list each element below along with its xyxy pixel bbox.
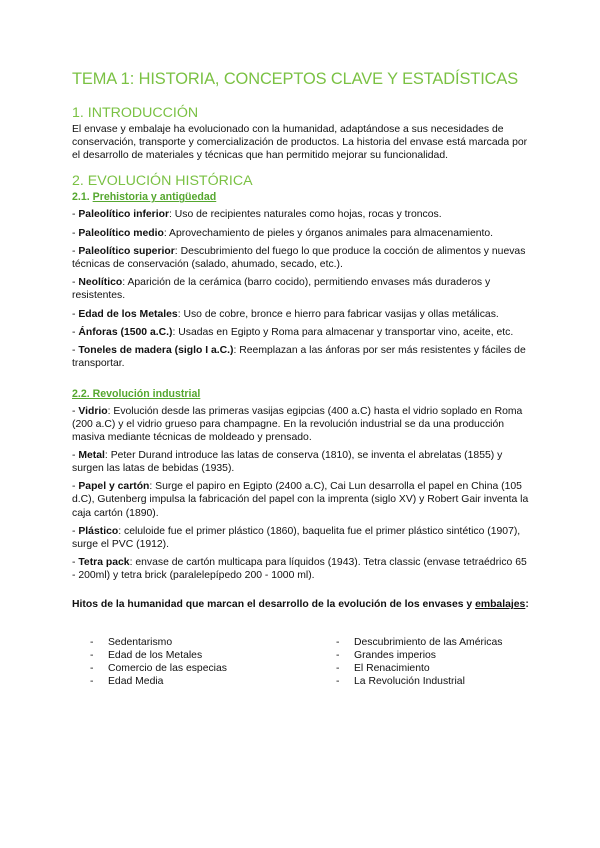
list-item: - La Revolución Industrial (336, 675, 465, 687)
item-text: : Peter Durand introduce las latas de conserva (1810), se inventa el abrelatas (1855) y surgen las latas de bebidas (1935). (72, 450, 503, 475)
item-text: : Descubrimiento del fuego lo que produce la cocción de alimentos y nuevas técnicas de conservación (salado, ahumado, secado, etc.). (72, 245, 526, 270)
list-item: - Grandes imperios (336, 649, 437, 661)
item-term: Neolítico (78, 277, 123, 289)
item-term: Tetra pack (78, 557, 130, 569)
item-term: Paleolítico inferior (78, 209, 170, 221)
item-text: : envase de cartón multicapa para líquidos (1943). Tetra classic (envase tetraédrico 65 - 200ml) y tetra brick (paralelepípedo 200 - 1000 ml). (72, 557, 527, 582)
list-item: - Papel y cartón: Surge el papiro en Egipto (2400 a.C), Cai Lun desarrolla el papel en China (105 d.C), Gutenberg impulsa la fabricación del papel con la imprenta (siglo XV) y Robert Gair inventa la caja cartón (1890). (72, 481, 529, 519)
document-page (72, 70, 530, 696)
item-text: : Reemplazan a las ánforas por ser más resistentes y fáciles de transportar. (72, 345, 526, 370)
list-item: - Comercio de las especias (90, 662, 227, 674)
page-title: TEMA 1: HISTORIA, CONCEPTOS CLAVE Y ESTADÍSTICAS (72, 70, 519, 88)
intro-heading: 1. INTRODUCCIÓN (72, 105, 199, 121)
list-item: - Paleolítico inferior: Uso de recipientes naturales como hojas, rocas y troncos. (72, 209, 442, 221)
list-item: - Tetra pack: envase de cartón multicapa para líquidos (1943). Tetra classic (envase tetraédrico 65 - 200ml) y tetra brick (paralelepípedo 200 - 1000 ml). (72, 557, 527, 582)
item-term: Paleolítico superior (78, 245, 175, 257)
list-item: - Paleolítico medio: Aprovechamiento de pieles y órganos animales para almacenamiento. (72, 227, 494, 239)
list-item: - Ánforas (1500 a.C.): Usadas en Egipto y Roma para almacenar y transportar vino, aceite, etc. (72, 326, 514, 338)
list-item: - Metal: Peter Durand introduce las latas de conserva (1810), se inventa el abrelatas (1855) y surgen las latas de bebidas (1935). (72, 450, 503, 475)
milestones-lists (72, 636, 530, 696)
item-text: : Uso de cobre, bronce e hierro para fabricar vasijas y ollas metálicas. (177, 308, 499, 320)
prehistory-heading-number: 2.1. (72, 191, 90, 204)
milestones-right-list (336, 636, 502, 688)
item-term: Toneles de madera (siglo I a.C.) (78, 345, 234, 357)
list-item: - Vidrio: Evolución desde las primeras vasijas egipcias (400 a.C) hasta el vidrio soplado en Roma (200 a.C) y el vidrio grueso para champagne. En la revolución industrial se da una producción masiva mediante técnicas de moldeado y prensado. (72, 405, 523, 443)
section-spacer (72, 376, 530, 388)
item-term: Ánforas (1500 a.C.) (78, 326, 173, 338)
item-term: Papel y cartón (78, 481, 150, 493)
item-text: : Surge el papiro en Egipto (2400 a.C), Cai Lun desarrolla el papel en China (105 d.C), Gutenberg impulsa la fabricación del papel con la imprenta (siglo XV) y Robert Gair inventa la caja cartón (1890). (72, 481, 529, 519)
prehistory-heading-label: Prehistoria y antigüedad (92, 191, 217, 204)
list-item: - Edad de los Metales (90, 649, 203, 661)
list-item: - Paleolítico superior: Descubrimiento del fuego lo que produce la cocción de alimentos y nuevas técnicas de conservación (salado, ahumado, secado, etc.). (72, 245, 526, 270)
item-text: : Aprovechamiento de pieles y órganos animales para almacenamiento. (163, 227, 494, 239)
list-item: - Sedentarismo (90, 636, 173, 648)
item-text: : Uso de recipientes naturales como hojas, rocas y troncos. (169, 209, 442, 221)
list-item: - Plástico: celuloide fue el primer plástico (1860), baquelita fue el primer plástico sintético (1907), surge el PVC (1912). (72, 525, 521, 550)
milestones-heading: Hitos de la humanidad que marcan el desarrollo de la evolución de los envases y embalajes: (72, 599, 529, 611)
evolution-heading: 2. EVOLUCIÓN HISTÓRICA (72, 173, 253, 190)
list-item: - Toneles de madera (siglo I a.C.): Reemplazan a las ánforas por ser más resistentes y fáciles de transportar. (72, 345, 526, 370)
item-term: Vidrio (78, 405, 108, 417)
item-text: : Usadas en Egipto y Roma para almacenar y transportar vino, aceite, etc. (172, 326, 514, 338)
item-term: Metal (78, 450, 105, 461)
milestones-left-list (90, 636, 227, 688)
list-item: - El Renacimiento (336, 662, 430, 674)
item-text: : Aparición de la cerámica (barro cocido), permitiendo envases más duraderos y resistentes. (72, 277, 491, 302)
intro-text: El envase y embalaje ha evolucionado con la humanidad, adaptándose a sus necesidades de conservación, transporte y comercialización de productos. La historia del envase está marcada por el desarrollo de materiales y técnicas que han permitido mejorar su funcionalidad. (72, 124, 528, 162)
industrial-list (72, 405, 530, 583)
item-text: : celuloide fue el primer plástico (1860), baquelita fue el primer plástico sintético (1907), surge el PVC (1912). (72, 525, 521, 550)
prehistory-heading (72, 191, 530, 203)
item-term: Edad de los Metales (78, 308, 178, 320)
prehistory-list (72, 208, 530, 370)
item-term: Plástico (78, 525, 119, 537)
list-item: - Descubrimiento de las Américas (336, 636, 503, 648)
list-item: - Edad de los Metales: Uso de cobre, bronce e hierro para fabricar vasijas y ollas metálicas. (72, 308, 499, 320)
item-term: Paleolítico medio (78, 227, 164, 239)
list-item: - Neolítico: Aparición de la cerámica (barro cocido), permitiendo envases más duraderos y resistentes. (72, 277, 491, 302)
item-text: : Evolución desde las primeras vasijas egipcias (400 a.C) hasta el vidrio soplado en Roma (200 a.C) y el vidrio grueso para champagne. En la revolución industrial se da una producción masiva mediante técnicas de moldeado y prensado. (72, 405, 523, 443)
list-item: - Edad Media (90, 675, 164, 687)
industrial-heading: 2.2. Revolución industrial (72, 387, 201, 400)
